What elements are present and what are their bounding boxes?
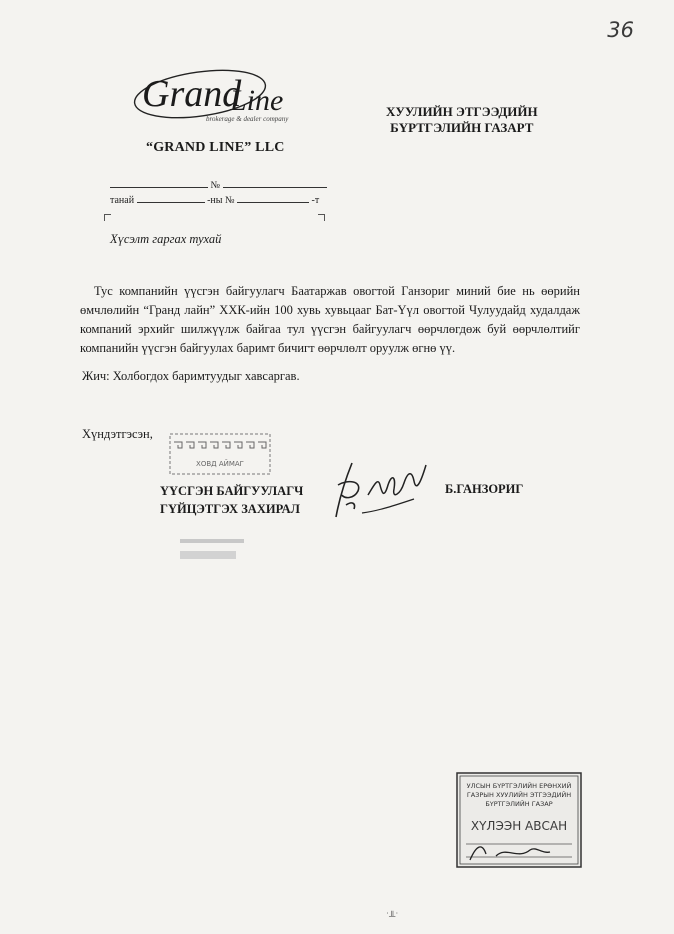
county-stamp bbox=[168, 432, 272, 478]
incoming-date-blank bbox=[137, 192, 205, 203]
reference-to-label: танай bbox=[110, 195, 135, 206]
subject-corner-left bbox=[104, 214, 111, 221]
recipient-line-1: ХУУЛИЙН ЭТГЭЭДИЙН bbox=[386, 104, 538, 119]
logo-grand-text: Grand bbox=[142, 73, 242, 115]
signatory-title bbox=[160, 482, 303, 518]
bottom-mark: ˙╨˙ bbox=[386, 911, 399, 921]
date-blank bbox=[110, 177, 208, 188]
outgoing-reference-line bbox=[110, 177, 327, 191]
page-number: 36 bbox=[607, 18, 634, 42]
number-blank bbox=[223, 177, 327, 188]
subject-line: Хүсэлт гаргах тухай bbox=[110, 232, 222, 246]
recipient-line-2: БҮРТГЭЛИЙН ГАЗАРТ bbox=[390, 120, 534, 135]
stamp-line-3: БҮРТГЭЛИЙН ГАЗАР bbox=[485, 800, 553, 808]
attachment-note: Жич: Холбогдох баримтуудыг хавсаргав. bbox=[82, 369, 300, 383]
company-name: “GRAND LINE” LLC bbox=[146, 140, 285, 155]
number-sign: № bbox=[210, 180, 221, 191]
subject-corner-right bbox=[318, 214, 325, 221]
reference-end-suffix: -т bbox=[311, 195, 320, 206]
logo-line-text: Line bbox=[230, 84, 284, 117]
stamp-line-1: УЛСЫН БҮРТГЭЛИЙН ЕРӨНХИЙ bbox=[466, 782, 572, 790]
signatory-title-line-1: ҮҮСГЭН БАЙГУУЛАГЧ bbox=[160, 484, 304, 498]
faint-stamp-remnant bbox=[180, 537, 250, 567]
handwritten-signature bbox=[318, 455, 438, 525]
stamp-line-2: ГАЗРЫН ХУУЛИЙН ЭТГЭЭДИЙН bbox=[466, 791, 572, 799]
county-stamp-text: ХОВД АЙМАГ bbox=[196, 460, 244, 468]
letter-body: Тус компанийн үүсгэн байгуулагч Баатаржав овогтой Ганзориг миний бие нь өөрийн өмчлөлийн “Гранд лайн” ХХК-ийн 100 хувь хувьцааг Бат-Үүл овогтой Чулуудайд худалдаж компаний эрхийг шилжүүлж байгаа тул үүсгэн байгуулагч өөрчлөгдөж буй өөрчлөлтийг компанийн үүсгэн байгуулах баримт бичигт өөрчлөлт оруулж өгнө үү. bbox=[80, 284, 580, 355]
stamp-received: ХҮЛЭЭН АВСАН bbox=[470, 819, 568, 833]
closing-salutation: Хүндэтгэсэн, bbox=[82, 427, 153, 441]
recipient-block bbox=[386, 104, 538, 136]
signatory-title-line-2: ГҮЙЦЭТГЭХ ЗАХИРАЛ bbox=[160, 502, 300, 516]
logo-tagline: brokerage & dealer company bbox=[206, 115, 289, 123]
incoming-reference-line bbox=[110, 192, 319, 206]
signatory-name: Б.ГАНЗОРИГ bbox=[445, 482, 524, 496]
incoming-number-blank bbox=[237, 192, 309, 203]
reference-date-suffix: -ны № bbox=[207, 195, 235, 206]
registration-stamp bbox=[456, 772, 582, 868]
